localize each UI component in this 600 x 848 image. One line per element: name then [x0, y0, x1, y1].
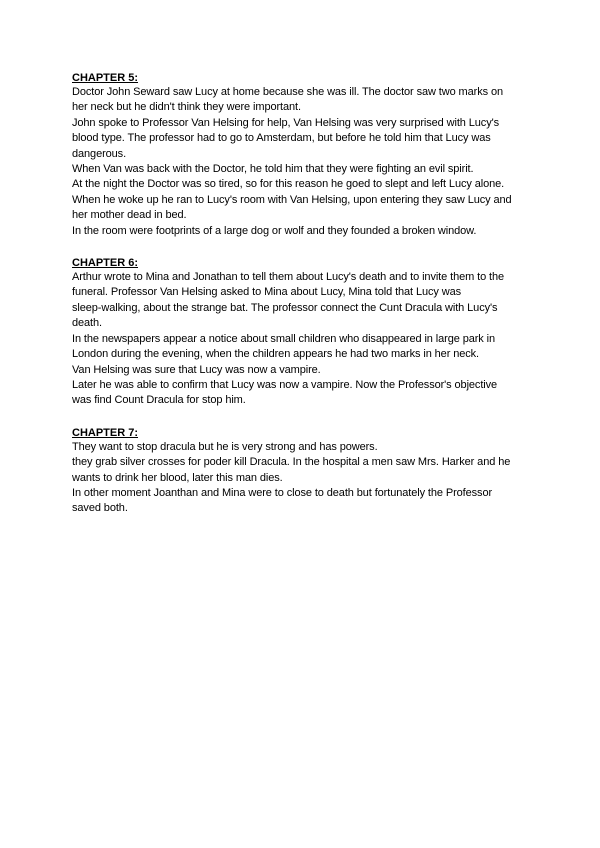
chapter-6-line-8: Later he was able to confirm that Lucy was now a vampire. Now the Professor's objective — [72, 378, 498, 391]
chapter-5-line-3: John spoke to Professor Van Helsing for help, Van Helsing was very surprised with Lucy's — [72, 116, 499, 129]
chapter-7-line-5: saved both. — [72, 502, 128, 515]
chapter-6-line-7: Van Helsing was sure that Lucy was now a vampire. — [72, 363, 321, 376]
chapter-5-line-4: blood type. The professor had to go to Amsterdam, but before he told him that Lucy was — [72, 132, 491, 145]
chapter-5-section — [72, 71, 532, 239]
chapter-6-line-3: sleep-walking, about the strange bat. The professor connect the Cunt Dracula with Lucy's — [72, 301, 498, 314]
chapter-5-line-2: her neck but he didn't think they were important. — [72, 101, 301, 114]
chapter-6-heading: CHAPTER 6: — [72, 257, 139, 270]
chapter-6-line-2: funeral. Professor Van Helsing asked to Mina about Lucy, Mina told that Lucy was — [72, 286, 462, 299]
chapter-7-line-3: wants to drink her blood, later this man dies. — [72, 471, 283, 484]
chapter-5-line-10: In the room were footprints of a large dog or wolf and they founded a broken window. — [72, 224, 477, 237]
chapter-6-line-1: Arthur wrote to Mina and Jonathan to tell them about Lucy's death and to invite them to the — [72, 271, 505, 284]
chapter-7-line-2: they grab silver crosses for poder kill Dracula. In the hospital a men saw Mrs. Harker and he — [72, 456, 511, 469]
chapter-5-line-7: At the night the Doctor was so tired, so for this reason he goed to slept and left Lucy alone. — [72, 178, 505, 191]
chapter-6-section — [72, 256, 532, 409]
chapter-5-line-1: Doctor John Seward saw Lucy at home because she was ill. The doctor saw two marks on — [72, 86, 503, 98]
chapter-6-line-6: London during the evening, when the children appears he had two marks in her neck. — [72, 348, 480, 361]
chapter-5-heading: CHAPTER 5: — [72, 72, 139, 84]
chapter-7-line-4: In other moment Joanthan and Mina were to close to death but fortunately the Professor — [72, 486, 493, 499]
chapter-5-line-5: dangerous. — [72, 147, 127, 160]
chapter-6-line-4: death. — [72, 317, 102, 330]
chapter-7-heading: CHAPTER 7: — [72, 426, 139, 439]
chapter-5-line-9: her mother dead in bed. — [72, 209, 187, 222]
chapter-6-line-5: In the newspapers appear a notice about small children who disappeared in large park in — [72, 332, 496, 345]
chapter-6-line-9: was find Count Dracula for stop him. — [72, 394, 246, 407]
chapter-7-line-1: They want to stop dracula but he is very strong and has powers. — [72, 440, 378, 453]
chapter-5-line-6: When Van was back with the Doctor, he told him that they were fighting an evil spirit. — [72, 163, 474, 176]
chapter-5-line-8: When he woke up he ran to Lucy's room with Van Helsing, upon entering they saw Lucy and — [72, 193, 512, 206]
chapter-7-section — [72, 426, 532, 517]
document-page — [72, 71, 532, 534]
